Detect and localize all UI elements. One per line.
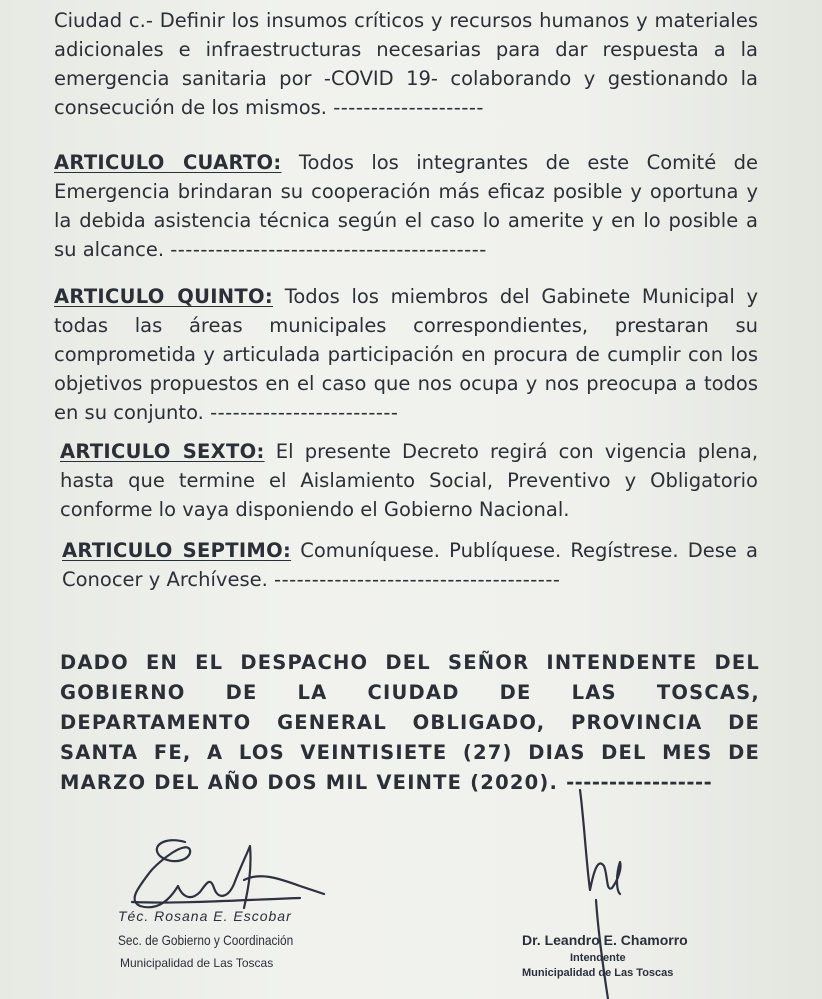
article-text: Comuníquese. Publíquese. Regístrese. Dese a Conocer y Archívese. [62,539,759,591]
left-signature-municipality: Municipalidad de Las Toscas [120,956,274,970]
filler-dashes: -------------------- [333,96,484,119]
right-signature-municipality: Municipalidad de Las Toscas [522,967,674,979]
closing-text: DADO EN EL DESPACHO DEL SEÑOR INTENDENTE DEL GOBIERNO DE LA CIUDAD DE LAS TOSCAS, DEPARTAMENTO GENERAL OBLIGADO, PROVINCIA DE SANTA FE, A LOS VEINTISIETE (27) DIAS DEL MES DE MARZO DEL AÑO DOS MIL VEINTE (2020). [60,651,760,794]
filler-dashes: ------------------------- [210,401,399,424]
article-text: Todos los miembros del Gabinete Municipal y todas las áreas municipales correspondientes, prestaran su comprometida y articulada participación en procura de cumplir con los objetivos propuestos en el caso que nos ocupa y nos preocupa a todos en su conjunto. [54,285,758,424]
article-heading: ARTICULO CUARTO: [54,151,282,174]
left-signature-name: Téc. Rosana E. Escobar [118,908,292,924]
paragraph-text: Ciudad c.- Definir los insumos críticos y recursos humanos y materiales adicionales e infraestructuras necesarias para dar respuesta a la emergencia sanitaria por -COVID 19- colaborando y gestionando la consecución de los mismos. [54,9,758,119]
article-heading: ARTICULO SEXTO: [60,440,265,463]
article-text: Todos los integrantes de este Comité de Emergencia brindaran su cooperación más eficaz posible y oportuna y la debida asistencia técnica según el caso lo amerite y en lo posible a su alcance. [54,151,758,261]
right-signature-role: Intendente [570,952,626,964]
article-heading: ARTICULO QUINTO: [54,285,274,308]
filler-dashes: ----------------- [566,771,713,794]
filler-dashes: ------------------------------------------ [170,238,487,261]
filler-dashes: -------------------------------------- [274,568,561,591]
right-signature-name: Dr. Leandro E. Chamorro [522,932,688,948]
left-signature-underline [132,898,300,903]
left-signature-role: Sec. de Gobierno y Coordinación [118,932,294,948]
article-heading: ARTICULO SEPTIMO: [62,539,292,562]
article-text: El presente Decreto regirá con vigencia plena, hasta que termine el Aislamiento Social, Preventivo y Obligatorio conforme lo vaya disponiendo el Gobierno Nacional. [60,440,759,521]
